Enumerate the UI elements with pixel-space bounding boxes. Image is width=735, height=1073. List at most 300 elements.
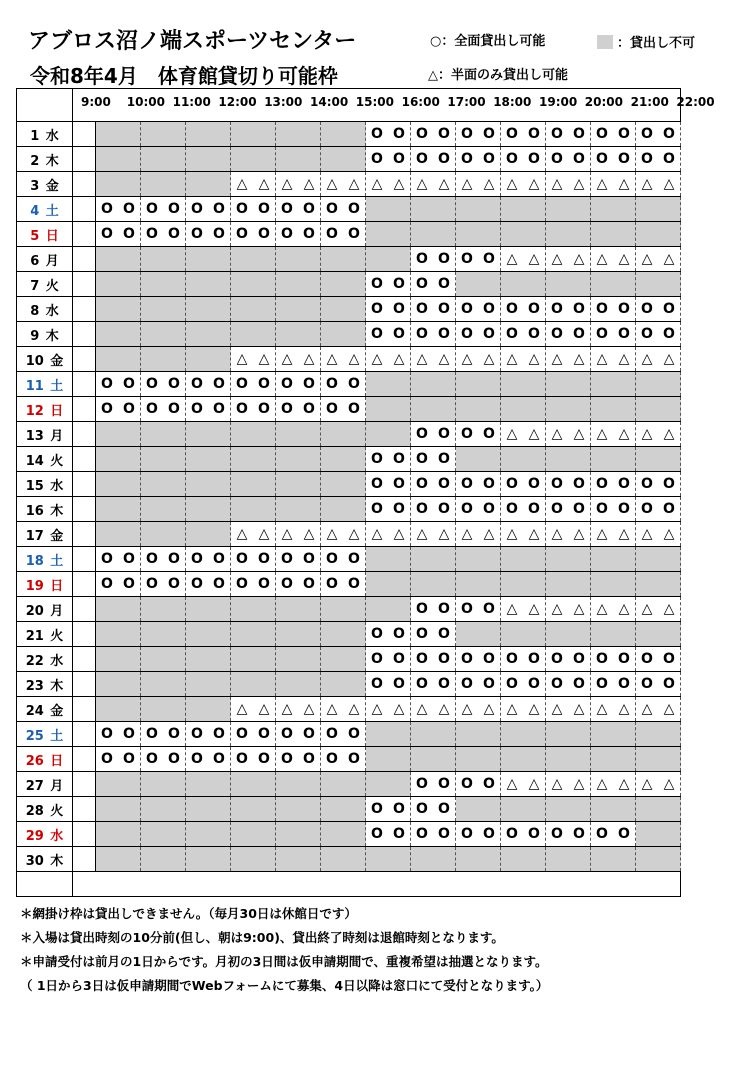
time-label: 9:00 [81,95,111,109]
slot-unavailable [433,572,456,597]
slot-unavailable [343,322,366,347]
slot-full: O [118,197,141,222]
slot-unavailable [501,197,524,222]
slot-unavailable [388,747,411,772]
slot-unavailable [388,372,411,397]
slot-half: △ [388,697,411,722]
slot-half: △ [388,172,411,197]
slot-half: △ [636,422,659,447]
slot-unavailable [253,672,276,697]
slot-unavailable [208,597,231,622]
slot-full: O [366,672,389,697]
slot-full: O [298,747,321,772]
slot-unavailable [118,672,141,697]
slot-half: △ [658,422,681,447]
slot-full: O [411,472,434,497]
slot-unavailable [613,747,636,772]
slot-unavailable [636,847,659,872]
slot-full: O [456,597,479,622]
slot-unavailable [343,472,366,497]
gap-cell [73,822,96,847]
day-row [17,422,681,447]
slot-unavailable [141,797,164,822]
slot-unavailable [163,622,186,647]
slot-unavailable [186,472,209,497]
slot-unavailable [636,572,659,597]
slot-full: O [186,222,209,247]
slot-unavailable [546,397,569,422]
slot-unavailable [321,247,344,272]
time-label: 17:00 [447,95,486,109]
slot-unavailable [456,397,479,422]
slot-full: O [388,297,411,322]
gap-cell [73,247,96,272]
day-label: 21 火 [17,622,73,647]
slot-unavailable [343,672,366,697]
day-row [17,222,681,247]
slot-full: O [478,247,501,272]
slot-full: O [658,322,681,347]
slot-unavailable [591,847,614,872]
slot-unavailable [591,197,614,222]
slot-unavailable [276,122,299,147]
slot-half: △ [231,347,254,372]
slot-unavailable [141,172,164,197]
slot-full: O [568,647,591,672]
time-label: 22:00 [676,95,715,109]
availability-table [16,88,715,897]
slot-full: O [253,397,276,422]
slot-unavailable [186,172,209,197]
slot-unavailable [96,522,119,547]
slot-unavailable [591,797,614,822]
day-label: 5 日 [17,222,73,247]
slot-unavailable [298,847,321,872]
slot-full: O [388,472,411,497]
slot-unavailable [231,772,254,797]
slot-unavailable [568,547,591,572]
slot-full: O [456,647,479,672]
slot-full: O [298,222,321,247]
slot-unavailable [186,422,209,447]
slot-unavailable [118,447,141,472]
slot-unavailable [231,472,254,497]
slot-full: O [523,297,546,322]
slot-full: O [343,722,366,747]
slot-unavailable [253,797,276,822]
slot-half: △ [501,422,524,447]
slot-unavailable [411,197,434,222]
slot-half: △ [478,522,501,547]
slot-unavailable [388,597,411,622]
slot-unavailable [478,722,501,747]
slot-unavailable [208,522,231,547]
time-label: 14:00 [310,95,349,109]
slot-half: △ [613,247,636,272]
slot-unavailable [186,797,209,822]
slot-full: O [186,397,209,422]
slot-unavailable [96,622,119,647]
slot-full: O [478,122,501,147]
slot-full: O [523,822,546,847]
day-row [17,772,681,797]
slot-full: O [276,197,299,222]
slot-full: O [546,322,569,347]
slot-unavailable [321,672,344,697]
slot-full: O [186,572,209,597]
slot-unavailable [118,647,141,672]
slot-unavailable [141,322,164,347]
slot-half: △ [636,772,659,797]
day-label: 25 土 [17,722,73,747]
day-row [17,472,681,497]
slot-unavailable [366,722,389,747]
slot-unavailable [343,847,366,872]
slot-unavailable [186,147,209,172]
slot-unavailable [231,622,254,647]
slot-unavailable [276,147,299,172]
slot-unavailable [343,822,366,847]
slot-unavailable [343,247,366,272]
slot-half: △ [478,697,501,722]
slot-full: O [253,572,276,597]
slot-full: O [456,147,479,172]
day-label: 7 火 [17,272,73,297]
slot-unavailable [276,597,299,622]
slot-full: O [411,822,434,847]
slot-unavailable [501,722,524,747]
slot-half: △ [613,172,636,197]
slot-unavailable [118,247,141,272]
slot-unavailable [163,122,186,147]
slot-full: O [366,322,389,347]
day-label: 8 水 [17,297,73,322]
slot-unavailable [343,622,366,647]
slot-unavailable [276,322,299,347]
slot-unavailable [141,422,164,447]
slot-unavailable [321,422,344,447]
slot-unavailable [636,822,659,847]
slot-half: △ [321,172,344,197]
slot-full: O [456,322,479,347]
notes [20,902,548,998]
day-row [17,847,681,872]
slot-full: O [568,122,591,147]
slot-unavailable [523,722,546,747]
slot-unavailable [298,147,321,172]
slot-unavailable [388,572,411,597]
slot-unavailable [523,797,546,822]
slot-unavailable [366,422,389,447]
slot-full: O [546,147,569,172]
slot-unavailable [546,372,569,397]
time-label: 19:00 [539,95,578,109]
slot-full: O [433,247,456,272]
slot-unavailable [253,847,276,872]
slot-full: O [186,747,209,772]
slot-unavailable [433,747,456,772]
slot-full: O [411,322,434,347]
slot-unavailable [591,272,614,297]
slot-full: O [658,672,681,697]
day-row [17,547,681,572]
slot-unavailable [568,272,591,297]
slot-unavailable [546,622,569,647]
slot-unavailable [276,772,299,797]
slot-full: O [568,472,591,497]
slot-unavailable [568,847,591,872]
slot-half: △ [591,522,614,547]
slot-full: O [141,222,164,247]
slot-half: △ [568,172,591,197]
slot-unavailable [343,772,366,797]
day-label: 28 火 [17,797,73,822]
slot-unavailable [231,297,254,322]
slot-unavailable [366,197,389,222]
slot-full: O [141,372,164,397]
slot-half: △ [591,772,614,797]
slot-full: O [636,122,659,147]
slot-unavailable [636,797,659,822]
empty-slot-cell [73,872,681,897]
slot-half: △ [636,597,659,622]
slot-unavailable [456,747,479,772]
slot-unavailable [141,247,164,272]
slot-half: △ [366,172,389,197]
slot-unavailable [118,772,141,797]
slot-full: O [411,422,434,447]
slot-full: O [411,122,434,147]
slot-unavailable [163,147,186,172]
slot-unavailable [613,272,636,297]
slot-unavailable [591,747,614,772]
slot-half: △ [636,697,659,722]
slot-unavailable [343,597,366,622]
slot-unavailable [658,372,681,397]
slot-full: O [478,497,501,522]
slot-unavailable [163,497,186,522]
day-label: 4 土 [17,197,73,222]
slot-unavailable [433,722,456,747]
legend-swatch [597,35,613,49]
gap-cell [73,472,96,497]
slot-half: △ [636,522,659,547]
time-label: 16:00 [401,95,440,109]
slot-unavailable [141,647,164,672]
day-label: 30 木 [17,847,73,872]
slot-full: O [568,322,591,347]
day-label: 13 月 [17,422,73,447]
slot-full: O [366,147,389,172]
slot-unavailable [118,147,141,172]
slot-half: △ [613,697,636,722]
slot-unavailable [276,447,299,472]
day-row [17,672,681,697]
day-row [17,172,681,197]
slot-full: O [658,497,681,522]
slot-unavailable [253,422,276,447]
slot-full: O [523,122,546,147]
time-label: 11:00 [172,95,211,109]
slot-full: O [231,397,254,422]
slot-unavailable [208,472,231,497]
slot-full: O [208,397,231,422]
slot-unavailable [636,622,659,647]
slot-unavailable [208,347,231,372]
slot-full: O [366,122,389,147]
slot-unavailable [433,222,456,247]
slot-half: △ [658,597,681,622]
slot-full: O [433,272,456,297]
slot-half: △ [591,697,614,722]
slot-unavailable [163,597,186,622]
slot-unavailable [456,197,479,222]
legend-half: △：半面のみ貸出し可能 [428,68,568,83]
slot-unavailable [568,447,591,472]
gap-cell [73,272,96,297]
slot-unavailable [253,272,276,297]
slot-full: O [501,647,524,672]
time-label: 21:00 [630,95,669,109]
slot-unavailable [546,847,569,872]
slot-full: O [636,147,659,172]
slot-full: O [163,722,186,747]
slot-full: O [523,497,546,522]
day-label: 2 木 [17,147,73,172]
slot-unavailable [141,772,164,797]
slot-unavailable [163,797,186,822]
slot-unavailable [658,722,681,747]
slot-unavailable [163,247,186,272]
slot-unavailable [591,622,614,647]
slot-full: O [456,472,479,497]
slot-unavailable [343,147,366,172]
slot-full: O [186,197,209,222]
slot-unavailable [343,422,366,447]
slot-unavailable [388,772,411,797]
slot-unavailable [163,347,186,372]
slot-full: O [141,572,164,597]
slot-half: △ [501,522,524,547]
slot-unavailable [118,472,141,497]
slot-half: △ [411,347,434,372]
slot-full: O [366,822,389,847]
slot-unavailable [141,297,164,322]
slot-unavailable [501,847,524,872]
slot-unavailable [501,572,524,597]
slot-full: O [388,672,411,697]
slot-unavailable [523,222,546,247]
slot-unavailable [96,647,119,672]
slot-half: △ [658,522,681,547]
slot-full: O [298,722,321,747]
slot-unavailable [118,347,141,372]
slot-half: △ [658,172,681,197]
slot-full: O [96,722,119,747]
slot-unavailable [163,447,186,472]
gap-cell [73,447,96,472]
slot-unavailable [298,597,321,622]
day-label: 22 水 [17,647,73,672]
slot-unavailable [96,847,119,872]
slot-full: O [501,147,524,172]
slot-unavailable [276,847,299,872]
slot-full: O [478,672,501,697]
slot-unavailable [141,847,164,872]
slot-full: O [613,322,636,347]
slot-full: O [636,672,659,697]
day-row [17,247,681,272]
slot-full: O [186,547,209,572]
slot-half: △ [568,597,591,622]
slot-unavailable [613,372,636,397]
slot-half: △ [298,697,321,722]
slot-unavailable [613,622,636,647]
slot-full: O [478,147,501,172]
slot-unavailable [478,547,501,572]
slot-full: O [231,572,254,597]
slot-unavailable [253,447,276,472]
day-row [17,497,681,522]
slot-unavailable [186,697,209,722]
slot-full: O [523,472,546,497]
slot-unavailable [276,497,299,522]
day-row [17,197,681,222]
day-label: 18 土 [17,547,73,572]
slot-unavailable [343,297,366,322]
slot-full: O [591,297,614,322]
slot-full: O [231,747,254,772]
slot-full: O [118,747,141,772]
slot-half: △ [568,772,591,797]
slot-half: △ [658,347,681,372]
slot-full: O [433,297,456,322]
slot-half: △ [613,347,636,372]
slot-unavailable [523,622,546,647]
slot-unavailable [546,747,569,772]
slot-full: O [96,397,119,422]
slot-unavailable [343,647,366,672]
slot-unavailable [298,497,321,522]
slot-full: O [388,322,411,347]
page-subtitle: 令和8年4月 体育館貸切り可能枠 [30,64,338,88]
slot-unavailable [208,322,231,347]
slot-full: O [411,622,434,647]
slot-full: O [433,422,456,447]
slot-full: O [478,772,501,797]
slot-unavailable [141,347,164,372]
slot-half: △ [613,522,636,547]
slot-unavailable [163,272,186,297]
slot-unavailable [208,297,231,322]
slot-full: O [163,572,186,597]
slot-full: O [546,822,569,847]
slot-unavailable [411,222,434,247]
slot-unavailable [366,547,389,572]
day-row [17,697,681,722]
slot-unavailable [591,722,614,747]
gap-cell [73,422,96,447]
slot-unavailable [253,322,276,347]
slot-unavailable [118,797,141,822]
slot-full: O [253,372,276,397]
slot-half: △ [253,172,276,197]
gap-cell [73,397,96,422]
slot-unavailable [321,297,344,322]
slot-unavailable [433,372,456,397]
slot-full: O [456,247,479,272]
slot-unavailable [568,372,591,397]
